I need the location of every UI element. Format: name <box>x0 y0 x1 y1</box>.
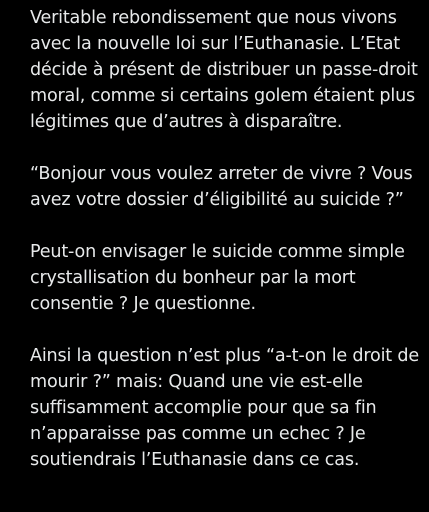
text-line: crystallisation du bonheur par la mort <box>30 268 356 288</box>
text-line: “Bonjour vous voulez arreter de vivre ? Vous <box>30 164 413 184</box>
post-paragraph-2 <box>30 161 422 213</box>
text-line: avec la nouvelle loi sur l’Euthanasie. L’Etat <box>30 34 400 54</box>
text-line: suffisamment accomplie pour que sa fin <box>30 398 377 418</box>
post-paragraph-4 <box>30 343 422 473</box>
text-line: moral, comme si certains golem étaient plus <box>30 86 415 106</box>
text-line: Ainsi la question n’est plus “a-t-on le droit de <box>30 346 419 366</box>
text-line: Peut-on envisager le suicide comme simple <box>30 242 405 262</box>
post-paragraph-3 <box>30 239 422 317</box>
text-line: soutiendrais l’Euthanasie dans ce cas. <box>30 450 360 470</box>
text-line: décide à présent de distribuer un passe-droit <box>30 60 418 80</box>
text-line: consentie ? Je questionne. <box>30 294 256 314</box>
text-line: n’apparaisse pas comme un echec ? Je <box>30 424 366 444</box>
post-text <box>30 5 422 499</box>
post-paragraph-1 <box>30 5 422 135</box>
text-line: Veritable rebondissement que nous vivons <box>30 8 397 28</box>
text-line: mourir ?” mais: Quand une vie est-elle <box>30 372 363 392</box>
text-line: avez votre dossier d’éligibilité au suicide ?” <box>30 190 404 210</box>
text-line: légitimes que d’autres à disparaître. <box>30 112 343 132</box>
